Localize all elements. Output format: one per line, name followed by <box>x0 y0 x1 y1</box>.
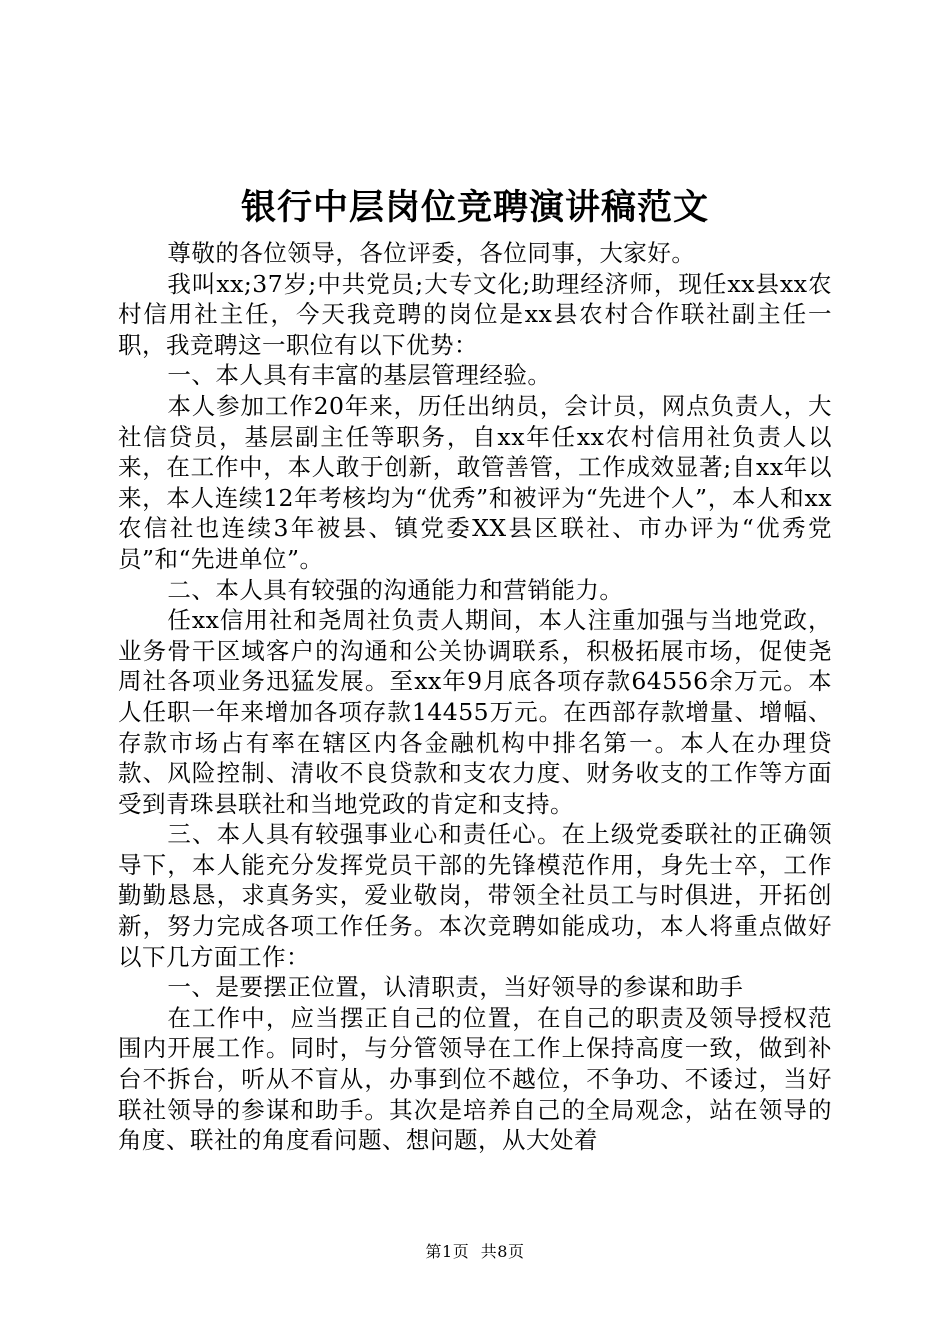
document-title: 银行中层岗位竞聘演讲稿范文 <box>240 187 709 228</box>
paragraph-heading-3: 三、本人具有较强事业心和责任心。在上级党委联社的正确领导下，本人能充分发挥党员干部的先锋模范作用，身先士卒，工作勤勤恳恳，求真务实，爱业敬岗，带领全社员工与时俱进，开拓创新，努力完成各项工作任务。本次竞聘如能成功，本人将重点做好以下几方面工作： <box>118 820 832 971</box>
paragraph-heading-2: 二、本人具有较强的沟通能力和营销能力。 <box>167 575 624 604</box>
paragraph-communication: 任xx信用社和尧周社负责人期间，本人注重加强与当地党政，业务骨干区域客户的沟通和公关协调联系，积极拓展市场，促使尧周社各项业务迅猛发展。至xx年9月底各项存款64556余万元。本人任职一年来增加各项存款14455万元。在西部存款增量、增幅、存款市场占有率在辖区内各金融机构中排名第一。本人在办理贷款、风险控制、清收不良贷款和支农力度、财务收支的工作等方面受到青珠县联社和当地党政的肯定和支持。 <box>118 606 832 818</box>
page-total: 共8页 <box>480 1242 525 1261</box>
paragraph-work-heading-1: 一、是要摆正位置，认清职责，当好领导的参谋和助手 <box>167 973 744 1002</box>
page-number: 第1页 <box>425 1242 470 1261</box>
paragraph-introduction: 我叫xx;37岁;中共党员;大专文化;助理经济师，现任xx县xx农村信用社主任，今天我竞聘的岗位是xx县农村合作联社副主任一职，我竞聘这一职位有以下优势： <box>118 269 832 359</box>
document-body <box>118 238 832 1156</box>
paragraph-experience: 本人参加工作20年来，历任出纳员，会计员，网点负责人，大社信贷员，基层副主任等职务，自xx年任xx农村信用社负责人以来，在工作中，本人敢于创新，敢管善管，工作成效显著;自xx年以来，本人连续12年考核均为“优秀”和被评为“先进个人”，本人和xx农信社也连续3年被县、镇党委XX县区联社、市办评为“优秀党员”和“先进单位”。 <box>118 391 832 573</box>
page-footer <box>0 1240 950 1264</box>
paragraph-greeting: 尊敬的各位领导，各位评委，各位同事，大家好。 <box>167 239 696 267</box>
paragraph-position: 在工作中，应当摆正自己的位置，在自己的职责及领导授权范围内开展工作。同时，与分管领导在工作上保持高度一致，做到补台不拆台，听从不盲从，办事到位不越位，不争功、不诿过，当好联社领导的参谋和助手。其次是培养自己的全局观念，站在领导的角度、联社的角度看问题、想问题，从大处着 <box>118 1003 832 1155</box>
paragraph-heading-1: 一、本人具有丰富的基层管理经验。 <box>167 361 552 390</box>
